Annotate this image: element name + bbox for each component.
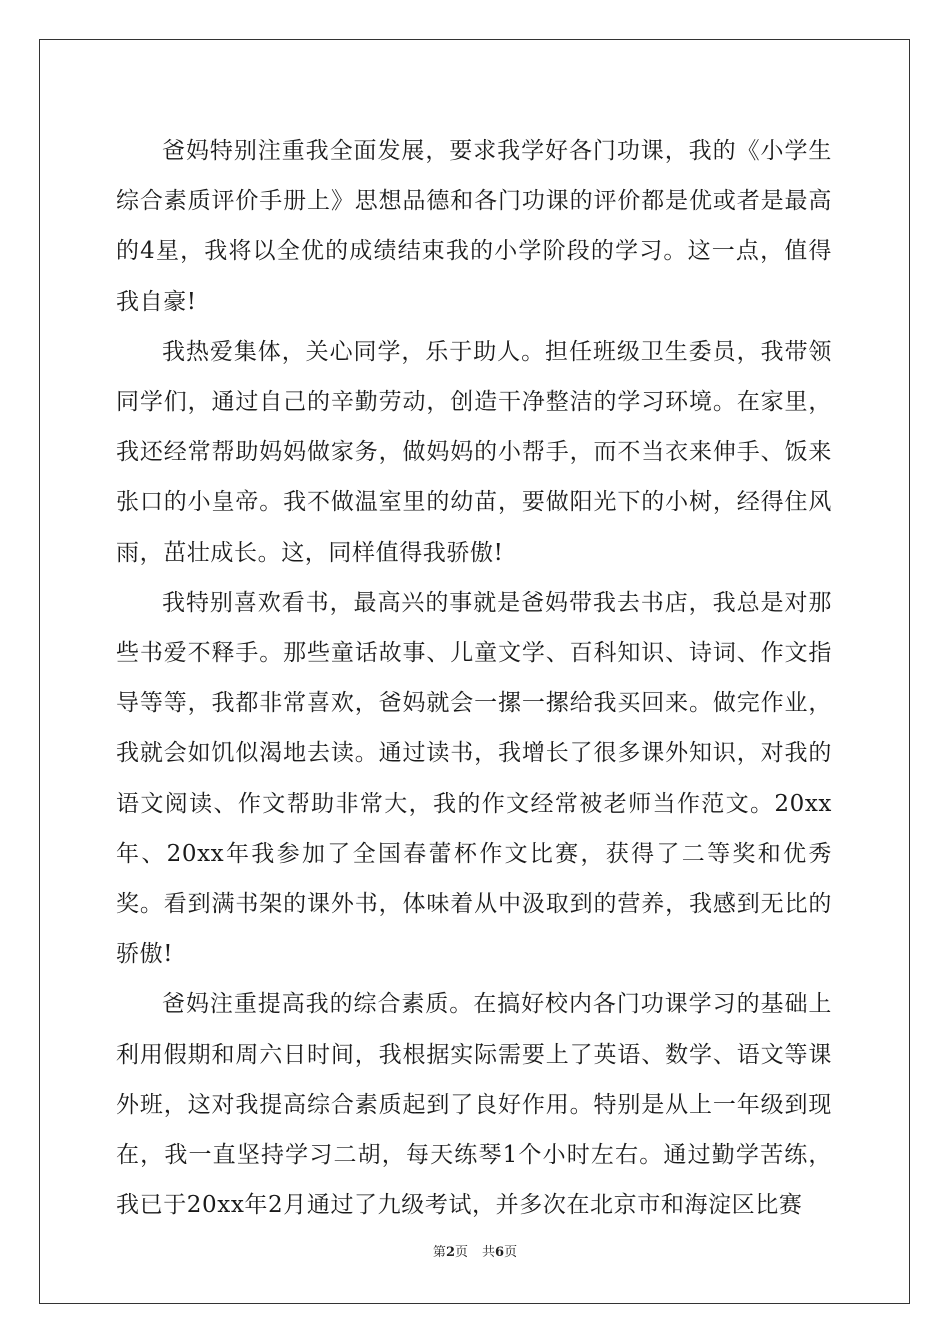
document-body [116,126,832,1230]
total-pages-suffix: 页 [504,1245,518,1260]
paragraph-3: 我特别喜欢看书，最高兴的事就是爸妈带我去书店，我总是对那些书爱不释手。那些童话故事、儿童文学、百科知识、诗词、作文指导等等，我都非常喜欢，爸妈就会一摞一摞给我买回来。做完作业，我就会如饥似渴地去读。通过读书，我增长了很多课外知识，对我的语文阅读、作文帮助非常大，我的作文经常被老师当作范文。20xx年、20xx年我参加了全国春蕾杯作文比赛，获得了二等奖和优秀奖。看到满书架的课外书，体味着从中汲取到的营养，我感到无比的骄傲! [116,589,832,968]
paragraph-4: 爸妈注重提高我的综合素质。在搞好校内各门功课学习的基础上利用假期和周六日时间，我根据实际需要上了英语、数学、语文等课外班，这对我提高综合素质起到了良好作用。特别是从上一年级到现在，我一直坚持学习二胡，每天练琴1个小时左右。通过勤学苦练，我已于20xx年2月通过了九级考试，并多次在北京市和海淀区比赛 [116,991,832,1219]
total-page-count: 6 [495,1245,505,1260]
page-number-suffix: 页 [454,1245,468,1260]
paragraph-1: 爸妈特别注重我全面发展，要求我学好各门功课，我的《小学生综合素质评价手册上》思想品德和各门功课的评价都是优或者是最高的4星，我将以全优的成绩结束我的小学阶段的学习。这一点，值得我自豪! [116,138,832,315]
current-page-number: 2 [445,1245,455,1260]
page-number-prefix: 第 [432,1245,446,1260]
total-pages-prefix: 共 [482,1245,496,1260]
page-footer [0,1241,950,1260]
paragraph-2: 我热爱集体，关心同学，乐于助人。担任班级卫生委员，我带领同学们，通过自己的辛勤劳动，创造干净整洁的学习环境。在家里，我还经常帮助妈妈做家务，做妈妈的小帮手，而不当衣来伸手、饭来张口的小皇帝。我不做温室里的幼苗，要做阳光下的小树，经得住风雨，茁壮成长。这，同样值得我骄傲! [116,338,832,566]
